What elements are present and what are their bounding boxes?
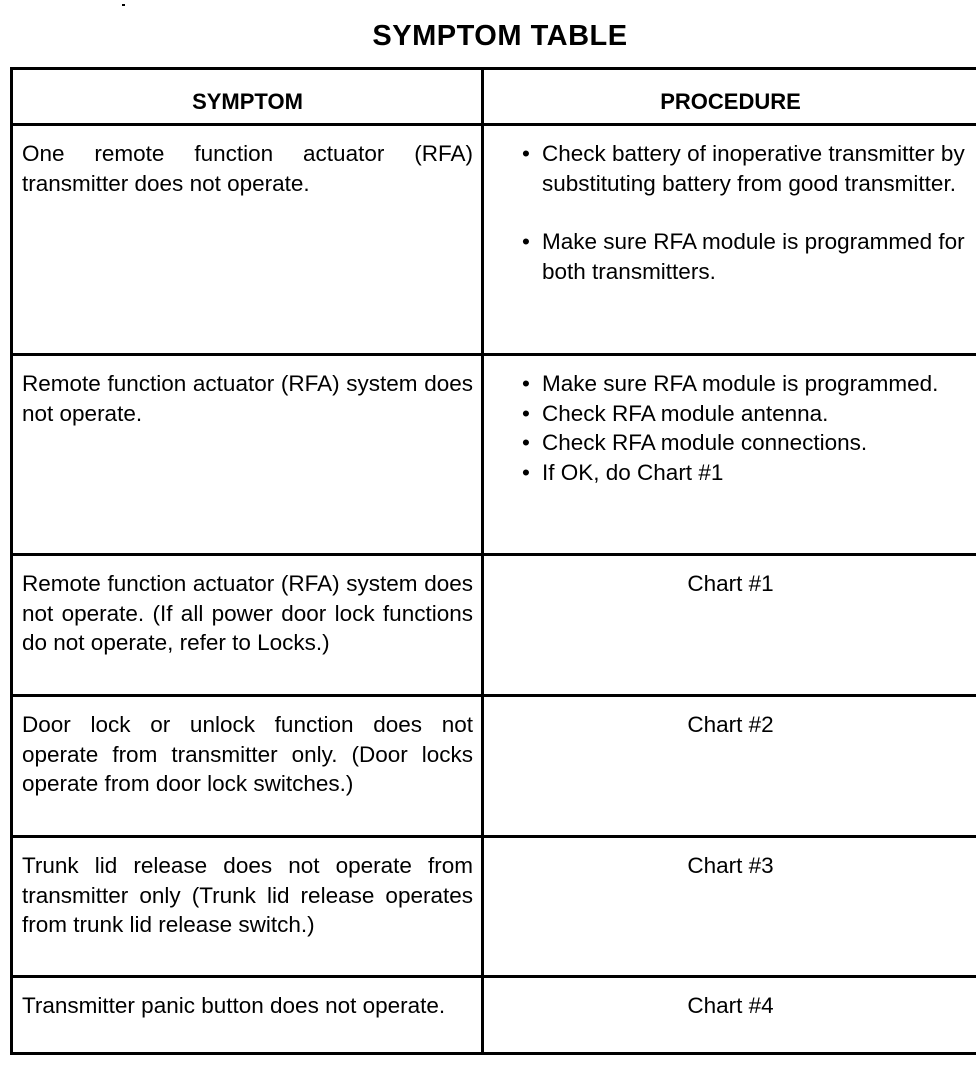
procedure-item: • Check battery of inoperative transmitter by substituting battery from good transmitter. (520, 139, 967, 198)
table-header-row (13, 70, 976, 126)
procedure-cell (484, 356, 976, 553)
symptom-cell: Remote function actuator (RFA) system does not operate. (If all power door lock functions do not operate, refer to Locks.) (22, 571, 473, 655)
procedure-list (520, 139, 967, 286)
procedure-cell: Chart #3 (687, 853, 774, 878)
procedure-cell (484, 126, 976, 353)
procedure-list (520, 369, 967, 487)
symptom-cell: One remote function actuator (RFA) transmitter does not operate. (22, 141, 473, 196)
table-row (13, 556, 976, 697)
symptom-cell: Transmitter panic button does not operate. (22, 993, 446, 1018)
header-procedure: PROCEDURE (660, 89, 801, 114)
procedure-item: • Make sure RFA module is programmed. (520, 369, 967, 399)
symptom-cell: Trunk lid release does not operate from transmitter only (Trunk lid release operates from trunk lid release switch.) (22, 853, 473, 937)
symptom-table (10, 67, 976, 1055)
procedure-item: • Check RFA module connections. (520, 428, 967, 458)
header-symptom: SYMPTOM (192, 89, 303, 114)
table-row (13, 978, 976, 1052)
scan-speck (122, 4, 125, 6)
procedure-cell: Chart #2 (687, 712, 774, 737)
procedure-item: • Check RFA module antenna. (520, 399, 967, 429)
procedure-item: • If OK, do Chart #1 (520, 458, 967, 488)
table-row (13, 126, 976, 356)
procedure-cell: Chart #4 (687, 993, 774, 1018)
symptom-cell: Door lock or unlock function does not operate from transmitter only. (Door locks operate from door lock switches.) (22, 712, 473, 796)
table-row (13, 697, 976, 838)
table-row (13, 356, 976, 556)
procedure-cell: Chart #1 (687, 571, 774, 596)
procedure-item: • Make sure RFA module is programmed for both transmitters. (520, 227, 967, 286)
table-row (13, 838, 976, 978)
symptom-cell: Remote function actuator (RFA) system does not operate. (22, 371, 473, 426)
page-title: SYMPTOM TABLE (372, 20, 628, 52)
